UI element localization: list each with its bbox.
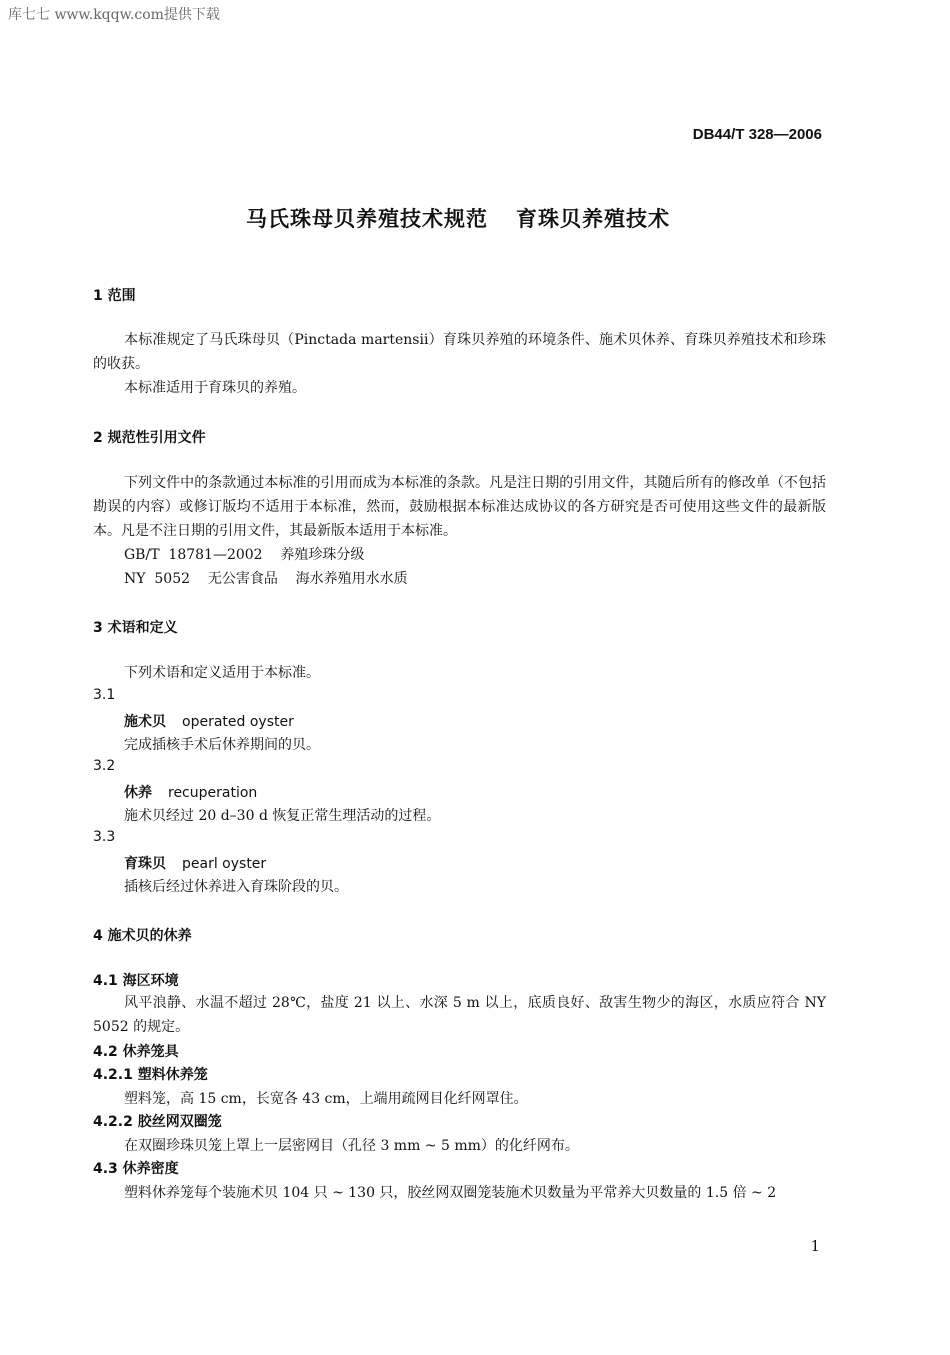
section-4-heading: 4 施术贝的休养 xyxy=(93,928,192,944)
section-4-2-heading: 4.2 休养笼具 xyxy=(93,1044,179,1060)
section-1-heading: 1 范围 xyxy=(93,288,136,304)
section-4-2-1-text: 塑料笼，高 15 cm，长宽各 43 cm，上端用疏网目化纤网罩住。 xyxy=(124,1091,528,1107)
term-entry xyxy=(124,782,257,802)
section-4-3-text: 塑料休养笼每个装施术贝 104 只 ~ 130 只，胶丝网双圈笼装施术贝数量为平常养大贝数量的 1.5 倍 ~ 2 xyxy=(124,1185,777,1201)
document-title xyxy=(0,203,916,233)
term-definition: 插核后经过休养进入育珠阶段的贝。 xyxy=(124,879,348,895)
section-4-3-heading: 4.3 休养密度 xyxy=(93,1161,179,1177)
section-3-intro: 下列术语和定义适用于本标准。 xyxy=(124,665,320,681)
watermark: 库七七 www.kqqw.com提供下载 xyxy=(8,7,220,23)
term-definition: 施术贝经过 20 d–30 d 恢复正常生理活动的过程。 xyxy=(124,808,441,824)
page-number: 1 xyxy=(810,1237,820,1255)
term-english: pearl oyster xyxy=(182,856,267,872)
term-chinese: 育珠贝 xyxy=(124,856,166,872)
section-1-scope: 本标准适用于育珠贝的养殖。 xyxy=(124,380,306,396)
reference-1: GB/T 18781—2002 养殖珍珠分级 xyxy=(124,547,365,563)
reference-2: NY 5052 无公害食品 海水养殖用水水质 xyxy=(124,571,408,587)
section-3-heading: 3 术语和定义 xyxy=(93,620,178,636)
section-4-1-heading: 4.1 海区环境 xyxy=(93,973,179,989)
standard-code: DB44/T 328—2006 xyxy=(692,126,822,143)
term-entry xyxy=(124,711,294,731)
term-english: operated oyster xyxy=(182,714,294,730)
section-4-2-2-heading: 4.2.2 胶丝网双圈笼 xyxy=(93,1114,222,1130)
term-definition: 完成插核手术后休养期间的贝。 xyxy=(124,737,320,753)
section-2-heading: 2 规范性引用文件 xyxy=(93,430,206,446)
section-1-paragraph: 本标准规定了马氏珠母贝（Pinctada martensii）育珠贝养殖的环境条件、施术贝休养、育珠贝养殖技术和珍珠的收获。 xyxy=(93,332,826,372)
term-number: 3.2 xyxy=(93,758,116,774)
term-number: 3.3 xyxy=(93,829,116,845)
section-4-2-1-heading: 4.2.1 塑料休养笼 xyxy=(93,1067,208,1083)
term-english: recuperation xyxy=(168,785,258,801)
term-chinese: 休养 xyxy=(124,785,152,801)
term-chinese: 施术贝 xyxy=(124,714,166,730)
section-4-1-text: 风平浪静、水温不超过 28℃，盐度 21 以上、水深 5 m 以上，底质良好、敌害生物少的海区，水质应符合 NY 5052 的规定。 xyxy=(93,995,826,1035)
title-part2: 育珠贝养殖技术 xyxy=(516,207,670,231)
title-part1: 马氏珠母贝养殖技术规范 xyxy=(246,207,488,231)
term-entry xyxy=(124,853,266,873)
section-4-2-2-text: 在双圈珍珠贝笼上罩上一层密网目（孔径 3 mm ~ 5 mm）的化纤网布。 xyxy=(124,1138,579,1154)
section-2-paragraph: 下列文件中的条款通过本标准的引用而成为本标准的条款。凡是注日期的引用文件，其随后所有的修改单（不包括勘误的内容）或修订版均不适用于本标准，然而，鼓励根据本标准达成协议的各方研究是否可使用这些文件的最新版本。凡是不注日期的引用文件，其最新版本适用于本标准。 xyxy=(93,475,826,539)
term-number: 3.1 xyxy=(93,687,116,703)
